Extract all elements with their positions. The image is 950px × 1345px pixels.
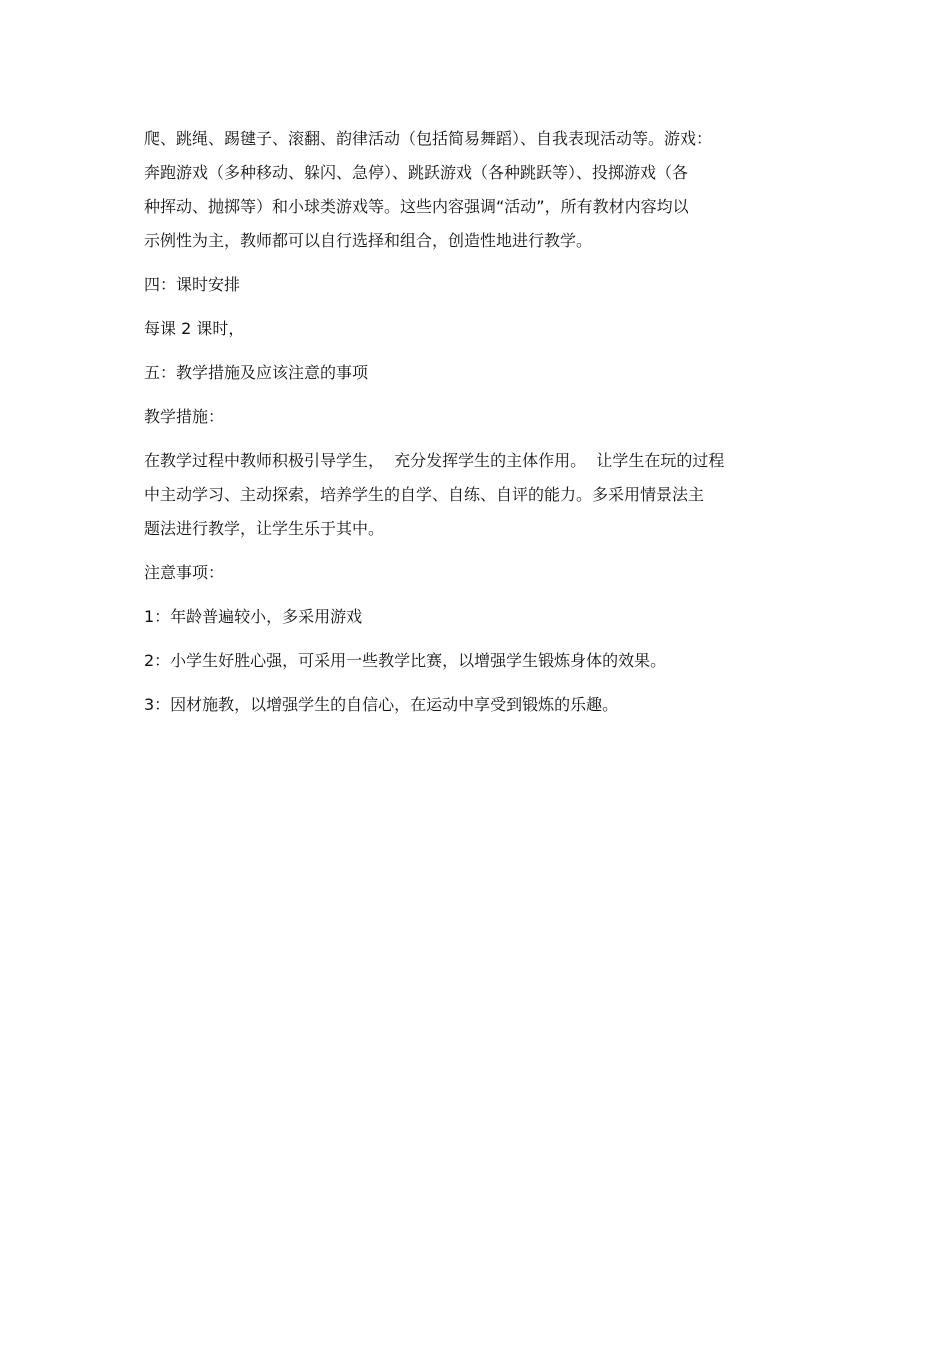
measures-paragraph: [144, 444, 794, 546]
intro-paragraph: [144, 122, 794, 258]
intro-line: 爬、跳绳、踢毽子、滚翻、韵律活动（包括简易舞蹈）、自我表现活动等。游戏：: [144, 129, 713, 148]
measures-line: 在教学过程中教师积极引导学生， 充分发挥学生的主体作用。 让学生在玩的过程: [144, 451, 725, 470]
note-item-3: 3：因材施教，以增强学生的自信心，在运动中享受到锻炼的乐趣。: [144, 695, 619, 714]
document-body: [144, 122, 794, 722]
note-item-1: 1：年龄普遍较小，多采用游戏: [144, 607, 363, 626]
section5-heading: 五：教学措施及应该注意的事项: [144, 363, 369, 382]
section4-text: 每课 2 课时，: [144, 319, 245, 338]
measures-line: 中主动学习、主动探索，培养学生的自学、自练、自评的能力。多采用情景法主: [144, 485, 705, 504]
intro-line: 奔跑游戏（多种移动、躲闪、急停）、跳跃游戏（各种跳跃等）、投掷游戏（各: [144, 163, 689, 182]
notes-heading: 注意事项：: [144, 563, 225, 582]
note-item-2: 2：小学生好胜心强，可采用一些教学比赛，以增强学生锻炼身体的效果。: [144, 651, 667, 670]
measures-line: 题法进行教学，让学生乐于其中。: [144, 519, 385, 538]
measures-heading: 教学措施：: [144, 407, 225, 426]
intro-line: 种挥动、抛掷等）和小球类游戏等。这些内容强调“活动”，所有教材内容均以: [144, 197, 689, 216]
section4-heading: 四：课时安排: [144, 275, 241, 294]
intro-line: 示例性为主，教师都可以自行选择和组合，创造性地进行教学。: [144, 231, 593, 250]
